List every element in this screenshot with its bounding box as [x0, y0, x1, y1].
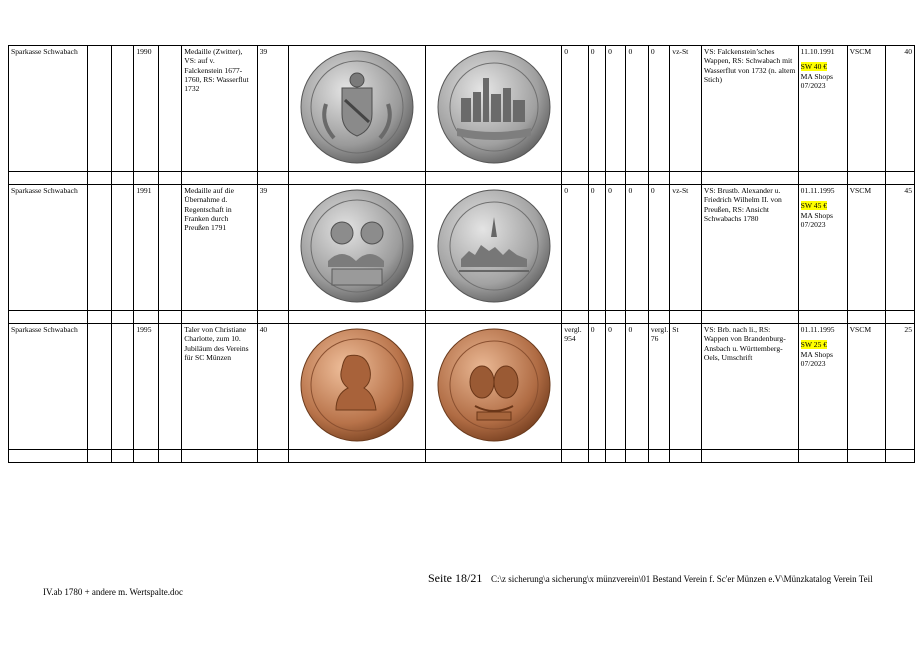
source-cell: VSCM	[847, 46, 886, 172]
grade-cell: St	[670, 324, 702, 450]
c3-cell: 0	[606, 324, 626, 450]
date-text: 11.10.1991	[800, 47, 835, 56]
obverse-image-cell	[289, 46, 426, 172]
catalog-table	[8, 45, 915, 463]
issuer-cell: Sparkasse Schwabach	[9, 324, 88, 450]
date-text: 01.11.1995	[800, 186, 835, 195]
issuer-cell: Sparkasse Schwabach	[9, 46, 88, 172]
year-cell: 1991	[134, 185, 158, 311]
date-price-cell	[798, 46, 847, 172]
table-row	[9, 46, 915, 172]
c3-cell: 0	[606, 46, 626, 172]
c4-cell: 0	[626, 324, 648, 450]
description-cell: Taler von Christiane Charlotte, zum 10. Jubiläum des Vereins für SC Münzen	[182, 324, 257, 450]
c3-cell: 0	[606, 185, 626, 311]
coin-obverse-image	[298, 326, 416, 444]
grade-cell: vz-St	[670, 46, 702, 172]
source-cell: VSCM	[847, 185, 886, 311]
separator-row	[9, 311, 915, 324]
description-cell: Medaille auf die Übernahme d. Regentschaft in Franken durch Preußen 1791	[182, 185, 257, 311]
value-cell: 45	[886, 185, 915, 311]
grade-cell: vz-St	[670, 185, 702, 311]
reverse-image-cell	[425, 46, 562, 172]
page-number: Seite 18/21	[428, 571, 483, 585]
shop-text: MA Shops 07/2023	[800, 210, 833, 229]
date-text: 01.11.1995	[800, 325, 835, 334]
file-path-line2: IV.ab 1780 + andere m. Wertspalte.doc	[43, 587, 183, 597]
c2-cell: 0	[588, 185, 605, 311]
reverse-image-cell	[425, 324, 562, 450]
reverse-image-cell	[425, 185, 562, 311]
c1-cell: 0	[562, 46, 588, 172]
c1-cell: 0	[562, 185, 588, 311]
separator-row	[9, 450, 915, 463]
size-cell: 39	[257, 46, 289, 172]
separator-row	[9, 172, 915, 185]
file-path-line1: C:\z sicherung\a sicherung\x münzverein\01 Bestand Verein f. Sc'er Münzen e.V\Münzkatalog Verein Teil	[491, 574, 873, 584]
coin-reverse-image	[435, 187, 553, 305]
c1-cell: vergl. 954	[562, 324, 588, 450]
c5-cell: 0	[648, 46, 669, 172]
date-price-cell	[798, 185, 847, 311]
shop-text: MA Shops 07/2023	[800, 349, 833, 368]
price-badge: SW 45 €	[800, 201, 828, 211]
date-price-cell	[798, 324, 847, 450]
year-cell: 1995	[134, 324, 158, 450]
shop-text: MA Shops 07/2023	[800, 71, 833, 90]
coin-obverse-image	[298, 187, 416, 305]
price-badge: SW 25 €	[800, 340, 828, 350]
c5-cell: vergl. 76	[648, 324, 669, 450]
value-cell: 40	[886, 46, 915, 172]
obverse-image-cell	[289, 324, 426, 450]
details-cell: VS: Brb. nach li., RS: Wappen von Brandenburg-Ansbach u. Württemberg-Oels, Umschrift	[701, 324, 798, 450]
obverse-image-cell	[289, 185, 426, 311]
coin-reverse-image	[435, 48, 553, 166]
price-badge: SW 40 €	[800, 62, 828, 72]
value-cell: 25	[886, 324, 915, 450]
details-cell: VS: Falckenstein’sches Wappen, RS: Schwabach mit Wasserflut von 1732 (n. altem Stich)	[701, 46, 798, 172]
size-cell: 39	[257, 185, 289, 311]
c2-cell: 0	[588, 324, 605, 450]
c4-cell: 0	[626, 185, 648, 311]
coin-reverse-image	[435, 326, 553, 444]
year-cell: 1990	[134, 46, 158, 172]
c2-cell: 0	[588, 46, 605, 172]
table-row	[9, 185, 915, 311]
c5-cell: 0	[648, 185, 669, 311]
details-cell: VS: Brustb. Alexander u. Friedrich Wilhelm II. von Preußen, RS: Ansicht Schwabachs 1780	[701, 185, 798, 311]
source-cell: VSCM	[847, 324, 886, 450]
size-cell: 40	[257, 324, 289, 450]
table-row	[9, 324, 915, 450]
c4-cell: 0	[626, 46, 648, 172]
issuer-cell: Sparkasse Schwabach	[9, 185, 88, 311]
coin-obverse-image	[298, 48, 416, 166]
description-cell: Medaille (Zwitter), VS: auf v. Falckenstein 1677-1760, RS: Wasserflut 1732	[182, 46, 257, 172]
